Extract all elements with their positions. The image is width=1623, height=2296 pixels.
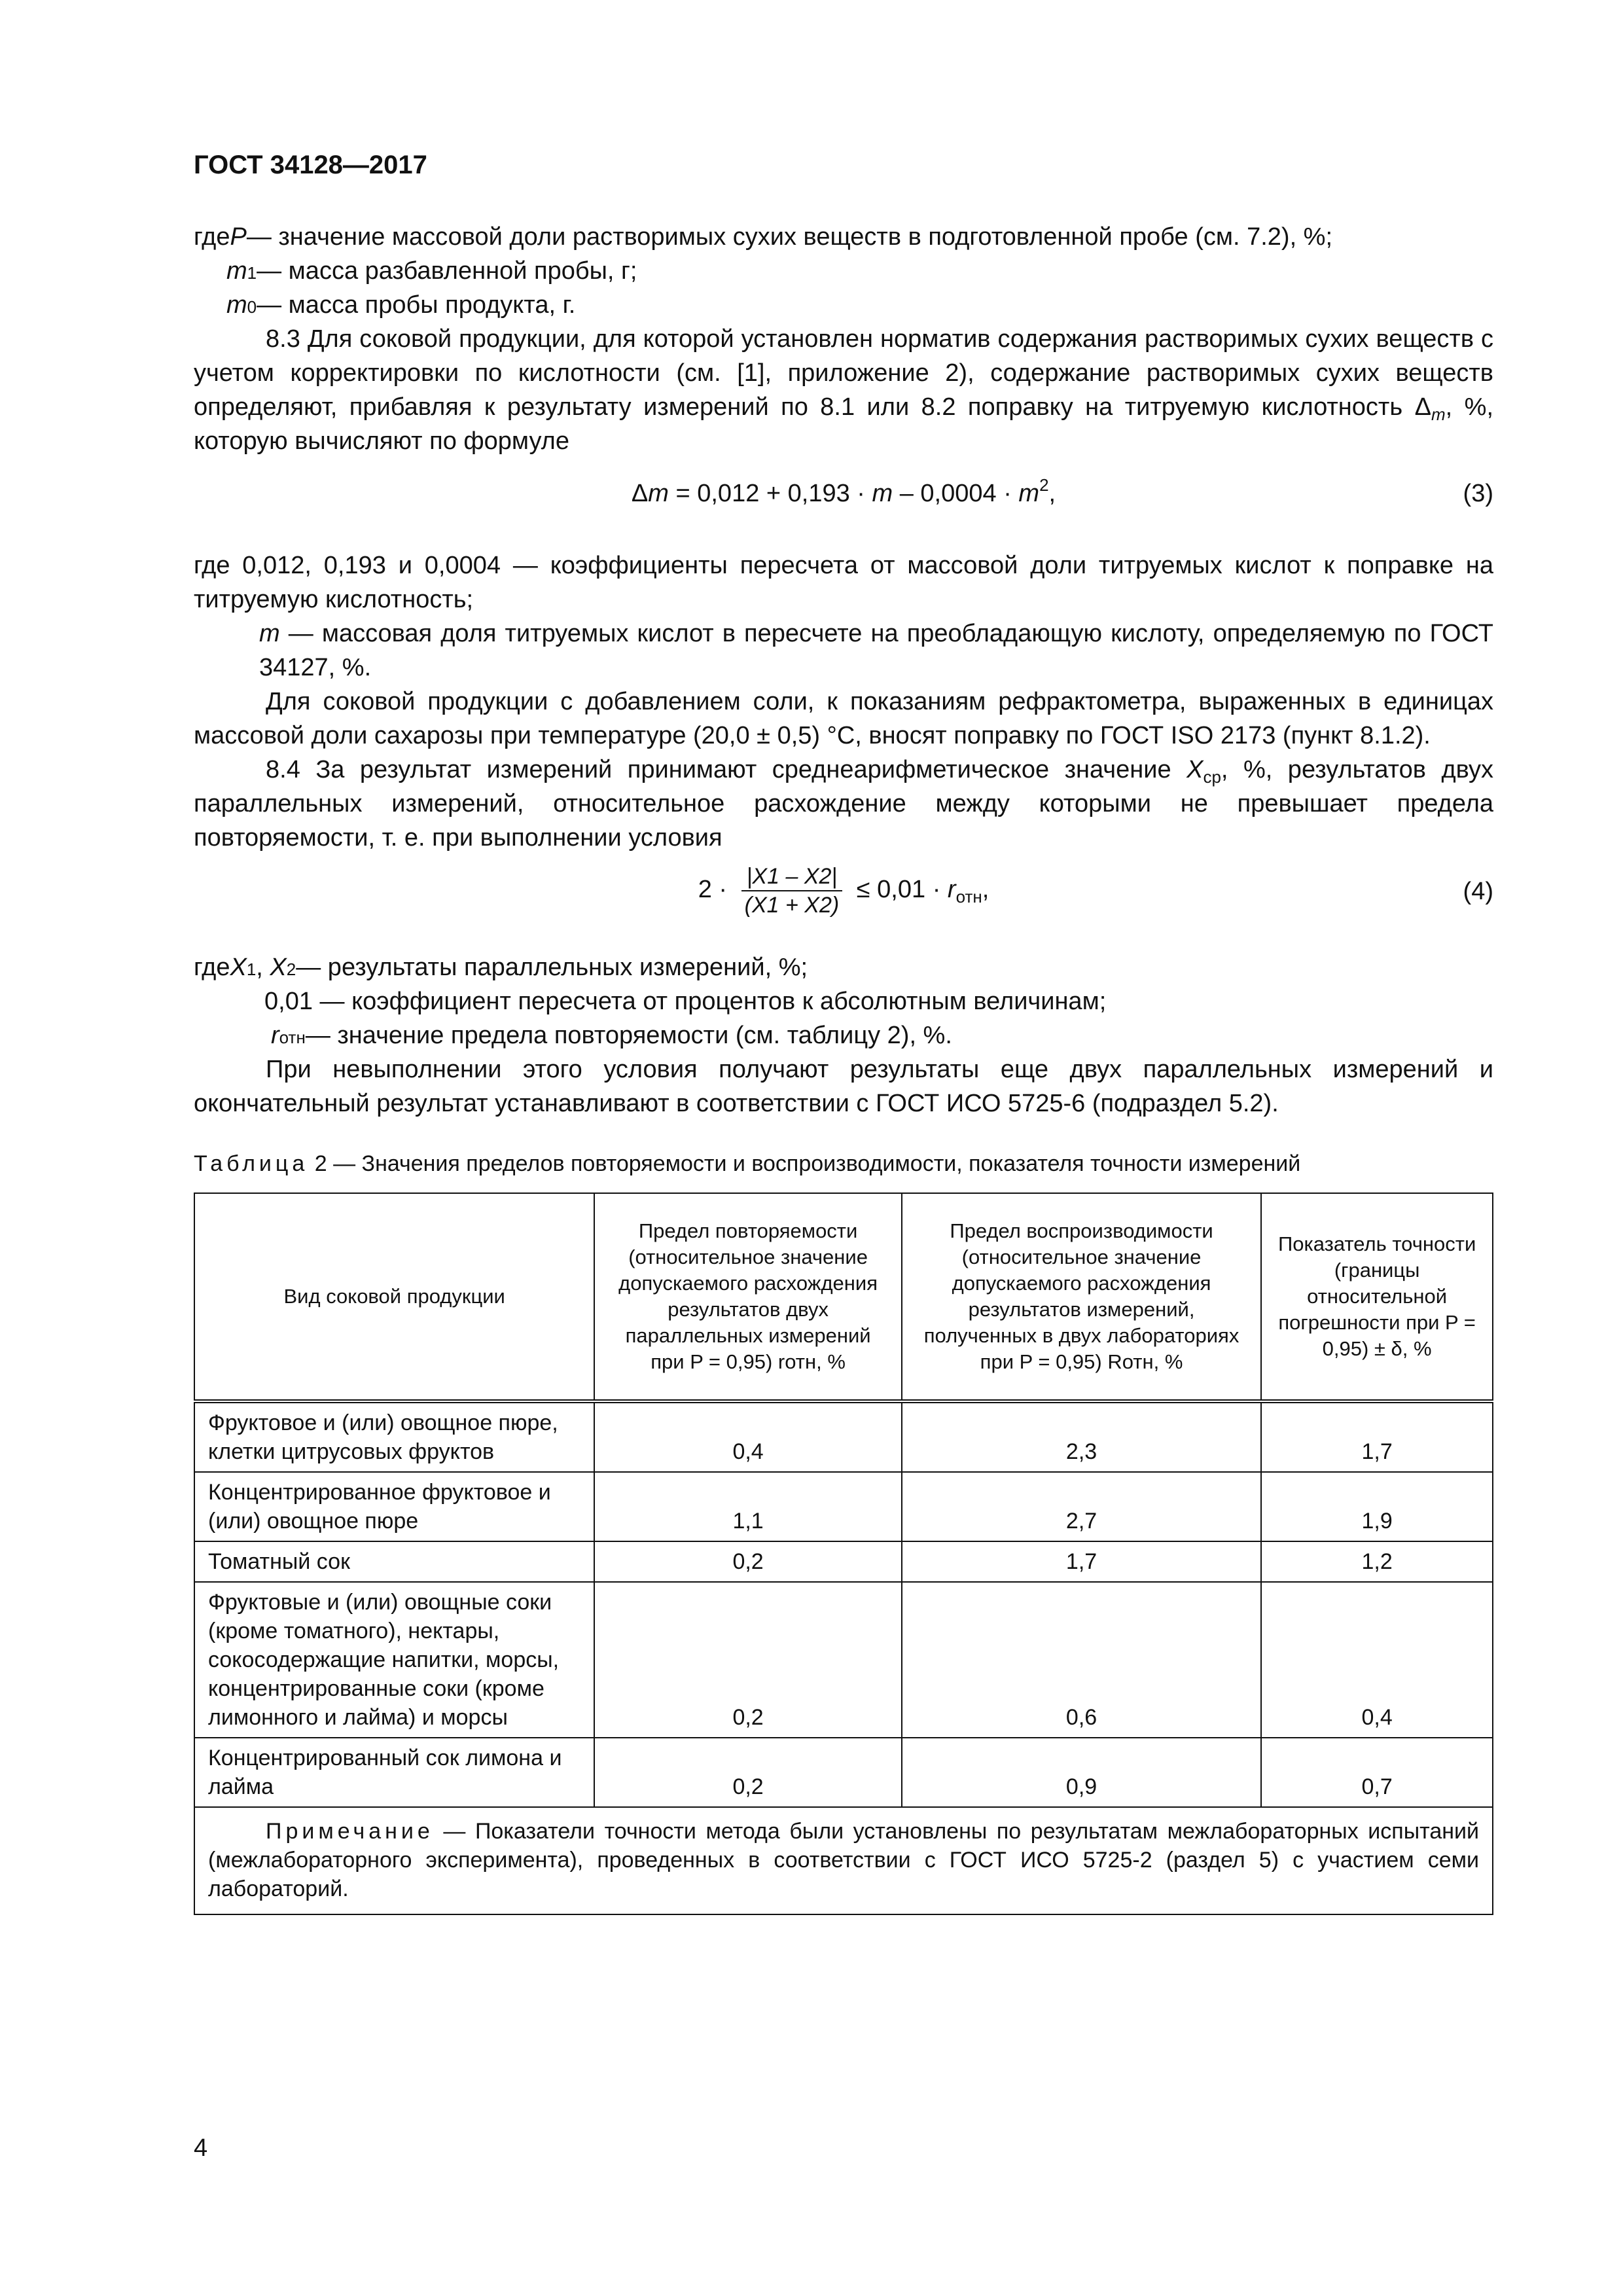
row-5-reproducibility: 0,9 bbox=[902, 1738, 1261, 1807]
table-note-row bbox=[194, 1807, 1493, 1914]
section-8-4-text: 8.4 За результат измерений принимают среднеарифметическое значение bbox=[266, 756, 1187, 783]
def-m-text: — массовая доля титруемых кислот в пересчете на преобладающую кислоту, определяемую по ГОСТ 34127, %. bbox=[259, 620, 1493, 681]
def-x-text: — результаты параллельных измерений, %; bbox=[296, 954, 808, 981]
section-8-3-delta: Δ bbox=[1414, 393, 1431, 421]
def-p-text: — значение массовой доли растворимых сухих веществ в подготовленной пробе (см. 7.2), %; bbox=[246, 223, 1333, 251]
formula-4 bbox=[194, 863, 1493, 928]
formula3-definitions bbox=[194, 548, 1493, 855]
def-coefficients: где 0,012, 0,193 и 0,0004 — коэффициенты пересчета от массовой доли титруемых кислот к поправке на титруемую кислотность; bbox=[194, 552, 1493, 613]
formula-4-r-sub: отн bbox=[955, 887, 982, 907]
row-5-product: Концентрированный сок лимона и лайма bbox=[194, 1738, 594, 1807]
row-5-accuracy: 0,7 bbox=[1261, 1738, 1493, 1807]
def-x: где X 1 , X 2 — результаты параллельных измерений, %; bbox=[194, 950, 1493, 984]
row-3-reproducibility: 1,7 bbox=[902, 1541, 1261, 1582]
formula-4-lead: 2 · bbox=[698, 876, 734, 904]
row-5-repeatability: 0,2 bbox=[594, 1738, 901, 1807]
def-r: r отн — значение предела повторяемости (см. таблицу 2), %. bbox=[194, 1018, 1493, 1052]
table-caption bbox=[194, 1147, 1300, 1181]
row-1-repeatability: 0,4 bbox=[594, 1401, 901, 1472]
formula-4-body bbox=[194, 863, 1493, 919]
formula-3-part-c: – 0,0004 · bbox=[893, 480, 1019, 507]
def-r-text: — значение предела повторяемости (см. таблицу 2), %. bbox=[305, 1022, 952, 1049]
def-x-comma: , bbox=[256, 954, 270, 981]
formula-4-relation: ≤ 0,01 · bbox=[849, 876, 948, 904]
def-m1-symbol: m bbox=[226, 257, 247, 285]
row-1-reproducibility: 2,3 bbox=[902, 1401, 1261, 1472]
condition-failure: При невыполнении этого условия получают результаты еще двух параллельных измерений и окончательный результат устанавливают в соответствии с ГОСТ ИСО 5725-6 (подраздел 5.2). bbox=[194, 1056, 1493, 1117]
section-8-3-tail: , %, которую вычисляют по формуле bbox=[194, 393, 1494, 455]
row-3-accuracy: 1,2 bbox=[1261, 1541, 1493, 1582]
table-row bbox=[194, 1582, 1493, 1738]
def-m-symbol: m bbox=[259, 620, 280, 647]
section-8-4-tail: , %, результатов двух параллельных измерений, относительное расхождение между которыми не превышает предела повторяемости, т. е. при выполнении условия bbox=[194, 756, 1494, 852]
page-header: ГОСТ 34128—2017 bbox=[194, 151, 427, 179]
def-x1: X bbox=[230, 954, 247, 981]
salt-correction: Для соковой продукции с добавлением соли, к показаниям рефрактометра, выраженных в единицах массовой доли сахарозы при температуре (20,0 ± 0,5) °С, вносят поправку по ГОСТ ISO 2173 (пункт 8.1.2). bbox=[194, 688, 1493, 749]
formula-3-number: (3) bbox=[1463, 480, 1493, 507]
formula-4-number: (4) bbox=[1463, 878, 1493, 905]
def-p bbox=[194, 220, 1493, 254]
row-4-product: Фруктовые и (или) овощные соки (кроме томатного), нектары, сокосодержащие напитки, морсы, концентрированные соки (кроме лимонного и лайма) и морсы bbox=[194, 1582, 594, 1738]
page-number: 4 bbox=[194, 2134, 208, 2162]
formula-3-end: , bbox=[1048, 480, 1056, 507]
note-label: Примечание bbox=[266, 1819, 434, 1844]
row-2-accuracy: 1,9 bbox=[1261, 1472, 1493, 1541]
row-2-reproducibility: 2,7 bbox=[902, 1472, 1261, 1541]
table-2 bbox=[194, 1193, 1493, 1915]
def-p-prefix: где bbox=[194, 223, 230, 251]
row-4-repeatability: 0,2 bbox=[594, 1582, 901, 1738]
formula-3-m3: m bbox=[1018, 480, 1040, 507]
formula-4-numerator: |X1 – X2| bbox=[741, 863, 843, 891]
def-x2: X bbox=[270, 954, 287, 981]
formula-4-denominator: (X1 + X2) bbox=[744, 893, 840, 918]
table-row bbox=[194, 1541, 1493, 1582]
section-8-4-x-sub: ср bbox=[1203, 767, 1221, 787]
table-caption-text: 2 — Значения пределов повторяемости и воспроизводимости, показателя точности измерений bbox=[308, 1151, 1301, 1176]
formula-3-m2: m bbox=[872, 480, 893, 507]
note-text: — Показатели точности метода были установлены по результатам межлабораторных испытаний (межлабораторного эксперимента), проведенных в соответствии с ГОСТ ИСО 5725-2 (раздел 5) с участием семи лабораторий. bbox=[208, 1819, 1479, 1901]
formula-3-part-b: = 0,012 + 0,193 · bbox=[668, 480, 872, 507]
formula-3-delta: Δ bbox=[631, 480, 649, 507]
formula-4-end: , bbox=[982, 876, 990, 904]
formula-3 bbox=[194, 476, 1493, 522]
table-header-row bbox=[194, 1193, 1493, 1401]
table-row bbox=[194, 1472, 1493, 1541]
def-m0: m 0 — масса пробы продукта, г. bbox=[194, 288, 1493, 322]
row-2-product: Концентрированное фруктовое и (или) овощное пюре bbox=[194, 1472, 594, 1541]
row-2-repeatability: 1,1 bbox=[594, 1472, 901, 1541]
table-row bbox=[194, 1738, 1493, 1807]
header-accuracy: Показатель точности (границы относительной погрешности при P = 0,95) ± δ, % bbox=[1261, 1193, 1493, 1401]
def-r-symbol: r bbox=[271, 1022, 279, 1049]
row-1-accuracy: 1,7 bbox=[1261, 1401, 1493, 1472]
table-row bbox=[194, 1401, 1493, 1472]
formula2-definitions bbox=[194, 220, 1493, 458]
row-3-repeatability: 0,2 bbox=[594, 1541, 901, 1582]
formula-4-r: r bbox=[947, 876, 956, 904]
section-8-3 bbox=[194, 322, 1493, 458]
formula-3-body bbox=[194, 476, 1493, 511]
header-reproducibility: Предел воспроизводимости (относительное значение допускаемого расхождения результатов измерений, полученных в двух лабораториях при P = 0,95) Rотн, % bbox=[902, 1193, 1261, 1401]
def-p-symbol: P bbox=[230, 223, 247, 251]
row-3-product: Томатный сок bbox=[194, 1541, 594, 1582]
table-note bbox=[194, 1807, 1493, 1914]
header-product-type: Вид соковой продукции bbox=[194, 1193, 594, 1401]
def-m bbox=[194, 617, 1493, 685]
def-x-prefix: где bbox=[194, 954, 230, 981]
def-m1: m 1 — масса разбавленной пробы, г; bbox=[194, 254, 1493, 288]
formula-3-m: m bbox=[648, 480, 669, 507]
section-8-4-x: X bbox=[1186, 756, 1204, 783]
section-8-4 bbox=[194, 753, 1493, 855]
def-001: 0,01 — коэффициент пересчета от процентов к абсолютным величинам; bbox=[264, 988, 1107, 1015]
table-caption-word: Таблица bbox=[194, 1151, 309, 1176]
row-4-reproducibility: 0,6 bbox=[902, 1582, 1261, 1738]
def-m0-symbol: m bbox=[226, 291, 247, 319]
def-m0-text: — масса пробы продукта, г. bbox=[257, 291, 576, 319]
section-8-3-delta-sub: m bbox=[1431, 404, 1446, 424]
formula-4-fraction bbox=[740, 863, 845, 919]
header-repeatability: Предел повторяемости (относительное значение допускаемого расхождения результатов двух параллельных измерений при P = 0,95) rотн, % bbox=[594, 1193, 901, 1401]
formula-3-square: 2 bbox=[1039, 475, 1049, 495]
row-4-accuracy: 0,4 bbox=[1261, 1582, 1493, 1738]
def-m1-text: — масса разбавленной пробы, г; bbox=[257, 257, 637, 285]
row-1-product: Фруктовое и (или) овощное пюре, клетки цитрусовых фруктов bbox=[194, 1401, 594, 1472]
formula4-definitions bbox=[194, 950, 1493, 1121]
section-8-3-text: 8.3 Для соковой продукции, для которой установлен норматив содержания растворимых сухих веществ с учетом корректировки по кислотности (см. [1], приложение 2), содержание растворимых сухих веществ определяют, прибавляя к результату измерений по 8.1 или 8.2 поправку на титруемую кислотность bbox=[194, 325, 1493, 421]
